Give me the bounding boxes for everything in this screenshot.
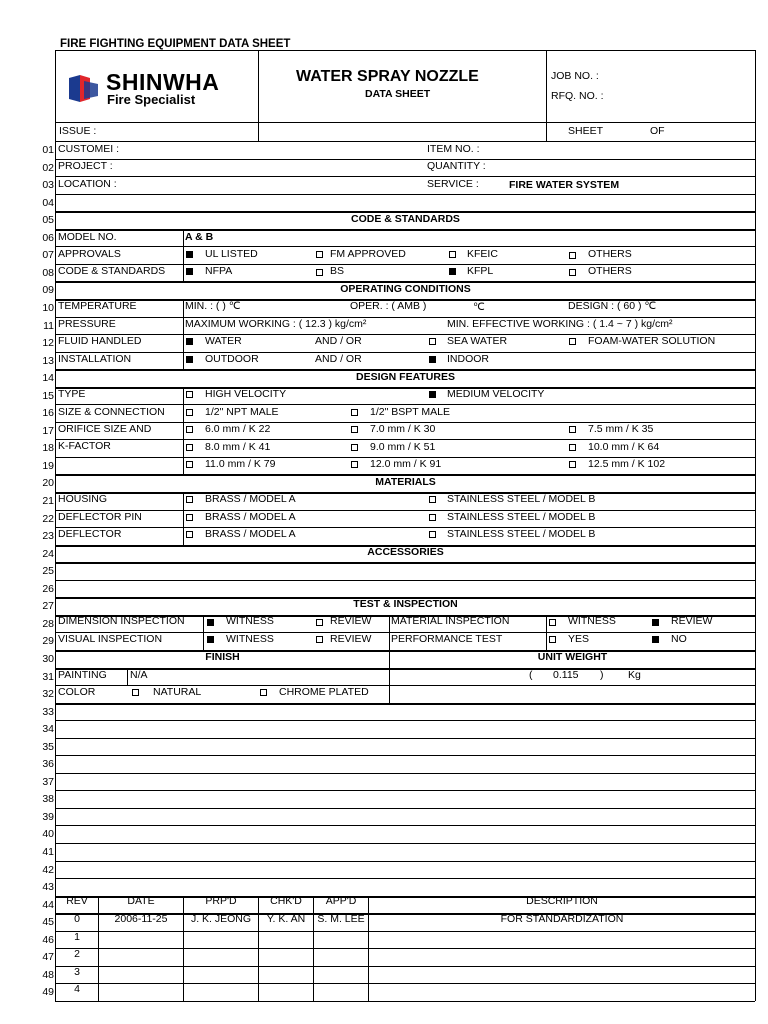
rule-line xyxy=(55,510,755,511)
weight-open: ( xyxy=(529,669,533,681)
section-unit-weight: UNIT WEIGHT xyxy=(537,651,608,663)
bs-checkbox[interactable] xyxy=(316,269,323,276)
rule-line xyxy=(55,527,755,528)
rule-line xyxy=(127,668,128,685)
pin-stainless-checkbox[interactable] xyxy=(429,514,436,521)
dimension-review-checkbox[interactable] xyxy=(316,619,323,626)
rev-cell: 1 xyxy=(74,931,80,943)
rule-line xyxy=(55,50,755,51)
section-design-features: DESIGN FEATURES xyxy=(356,371,455,383)
rule-line xyxy=(203,615,204,650)
rule-line xyxy=(55,808,755,809)
rule-line xyxy=(258,50,259,141)
housing-stainless-label: STAINLESS STEEL / MODEL B xyxy=(447,493,596,505)
row-number: 19 xyxy=(42,460,54,472)
weight-close: ) xyxy=(600,669,604,681)
rule-line xyxy=(55,141,755,142)
ul-listed-label: UL LISTED xyxy=(205,248,258,260)
ul-listed-checkbox[interactable] xyxy=(186,251,193,258)
natural-checkbox[interactable] xyxy=(132,689,139,696)
rule-line xyxy=(55,176,755,177)
rule-line xyxy=(55,439,755,440)
unit-weight-value: 0.115 xyxy=(553,669,579,681)
orifice-9-label: 9.0 mm / K 51 xyxy=(370,441,436,453)
rule-line xyxy=(55,387,755,389)
rule-line xyxy=(55,948,755,949)
orifice-6-label: 6.0 mm / K 22 xyxy=(205,423,271,435)
rule-line xyxy=(55,825,755,826)
material-witness-label: WITNESS xyxy=(568,615,616,627)
rule-line xyxy=(755,50,756,1001)
performance-yes-label: YES xyxy=(568,633,590,645)
row-number: 17 xyxy=(42,425,54,437)
row-number: 43 xyxy=(42,881,54,893)
rule-line xyxy=(55,1001,755,1002)
deflector-brass-checkbox[interactable] xyxy=(186,531,193,538)
housing-brass-label: BRASS / MODEL A xyxy=(205,493,296,505)
row-number: 15 xyxy=(42,390,54,402)
visual-inspection-label: VISUAL INSPECTION xyxy=(58,633,163,645)
chkd-cell: Y. K. AN xyxy=(266,913,306,925)
dimension-witness-label: WITNESS xyxy=(226,615,274,627)
row-number: 04 xyxy=(42,197,54,209)
orifice-11-label: 11.0 mm / K 79 xyxy=(205,458,276,470)
row-number: 22 xyxy=(42,513,54,525)
fluid-handled-label: FLUID HANDLED xyxy=(58,335,142,347)
row-number: 11 xyxy=(43,320,54,332)
logo-mark-icon xyxy=(66,72,102,106)
row-number: 45 xyxy=(42,916,54,928)
indoor-label: INDOOR xyxy=(447,353,489,365)
orifice-8-label: 8.0 mm / K 41 xyxy=(205,441,271,453)
project-label: PROJECT : xyxy=(58,160,113,172)
customer-label: CUSTOMEI : xyxy=(58,143,120,155)
chrome-plated-checkbox[interactable] xyxy=(260,689,267,696)
row-number: 09 xyxy=(42,284,54,296)
sheet-label: SHEET xyxy=(568,125,604,137)
prpd-cell: J. K. JEONG xyxy=(190,913,252,925)
rule-line xyxy=(55,194,755,195)
orifice-10-checkbox[interactable] xyxy=(569,444,576,451)
row-number: 01 xyxy=(42,144,54,156)
row-number: 38 xyxy=(42,793,54,805)
rule-line xyxy=(55,229,755,231)
rule-line xyxy=(55,50,56,1001)
logo-tagline: Fire Specialist xyxy=(107,92,196,107)
pressure-max-value: MAXIMUM WORKING : ( 12.3 ) kg/cm² xyxy=(185,318,367,330)
orifice-7-checkbox[interactable] xyxy=(351,426,358,433)
fm-approved-checkbox[interactable] xyxy=(316,251,323,258)
row-number: 06 xyxy=(42,232,54,244)
material-inspection-label: MATERIAL INSPECTION xyxy=(391,615,510,627)
job-no-label: JOB NO. : xyxy=(551,70,599,82)
approvals-others-checkbox[interactable] xyxy=(569,252,576,259)
rev-cell: 4 xyxy=(74,983,80,995)
kfeic-checkbox[interactable] xyxy=(449,251,456,258)
sea-water-checkbox[interactable] xyxy=(429,338,436,345)
orifice-12-checkbox[interactable] xyxy=(351,461,358,468)
npt-checkbox[interactable] xyxy=(186,409,193,416)
visual-review-checkbox[interactable] xyxy=(316,636,323,643)
row-number: 26 xyxy=(42,583,54,595)
outdoor-label: OUTDOOR xyxy=(205,353,259,365)
water-label: WATER xyxy=(205,335,242,347)
foam-water-checkbox[interactable] xyxy=(569,338,576,345)
row-number: 12 xyxy=(42,337,54,349)
install-andor: AND / OR xyxy=(315,353,362,365)
rule-line xyxy=(55,773,755,774)
date-cell: 2006-11-25 xyxy=(114,913,168,925)
sheet-title: WATER SPRAY NOZZLE xyxy=(296,68,479,85)
rule-line xyxy=(313,896,314,1001)
codes-others-checkbox[interactable] xyxy=(569,269,576,276)
service-value: FIRE WATER SYSTEM xyxy=(509,179,620,191)
prpd-header: PRP'D xyxy=(205,895,237,907)
rule-line xyxy=(55,983,755,984)
rule-line xyxy=(55,878,755,879)
indoor-checkbox[interactable] xyxy=(429,356,436,363)
rule-line xyxy=(55,966,755,967)
fm-approved-label: FM APPROVED xyxy=(330,248,406,260)
rule-line xyxy=(389,615,390,650)
row-number: 05 xyxy=(42,214,54,226)
nfpa-label: NFPA xyxy=(205,265,233,277)
medium-velocity-checkbox[interactable] xyxy=(429,391,436,398)
row-number: 23 xyxy=(42,530,54,542)
sheet-subtitle: DATA SHEET xyxy=(365,88,431,100)
rule-line xyxy=(55,404,755,405)
date-header: DATE xyxy=(127,895,155,907)
rev-header: REV xyxy=(66,895,88,907)
section-code-standards: CODE & STANDARDS xyxy=(351,213,460,225)
row-number: 29 xyxy=(42,635,54,647)
orifice-6-checkbox[interactable] xyxy=(186,426,193,433)
material-review-checkbox[interactable] xyxy=(652,619,659,626)
pin-brass-checkbox[interactable] xyxy=(186,514,193,521)
row-number: 42 xyxy=(42,864,54,876)
row-number: 49 xyxy=(42,986,54,998)
row-number: 48 xyxy=(42,969,54,981)
rule-line xyxy=(546,615,547,650)
medium-velocity-label: MEDIUM VELOCITY xyxy=(447,388,545,400)
description-header: DESCRIPTION xyxy=(526,895,598,907)
housing-label: HOUSING xyxy=(58,493,108,505)
visual-witness-checkbox[interactable] xyxy=(207,636,214,643)
orifice-12-label: 12.0 mm / K 91 xyxy=(370,458,442,470)
row-number: 03 xyxy=(42,179,54,191)
deflector-stainless-checkbox[interactable] xyxy=(429,531,436,538)
rule-line xyxy=(183,896,184,1001)
row-number: 35 xyxy=(42,741,54,753)
kfeic-label: KFEIC xyxy=(467,248,498,260)
dimension-review-label: REVIEW xyxy=(330,615,372,627)
service-label: SERVICE : xyxy=(427,178,479,190)
row-number: 08 xyxy=(42,267,54,279)
orifice-9-checkbox[interactable] xyxy=(351,444,358,451)
rule-line xyxy=(183,387,184,474)
rule-line xyxy=(55,755,755,756)
unit-weight-unit: Kg xyxy=(628,669,641,681)
performance-no-checkbox[interactable] xyxy=(652,636,659,643)
rule-line xyxy=(55,703,755,705)
orifice-label: ORIFICE SIZE AND xyxy=(58,423,152,435)
row-number: 31 xyxy=(42,671,54,683)
temperature-label: TEMPERATURE xyxy=(58,300,137,312)
location-label: LOCATION : xyxy=(58,178,117,190)
logo-name: SHINWHA xyxy=(106,69,220,95)
rule-line xyxy=(55,861,755,862)
size-connection-label: SIZE & CONNECTION xyxy=(58,406,165,418)
orifice-12-5-checkbox[interactable] xyxy=(569,461,576,468)
dimension-inspection-label: DIMENSION INSPECTION xyxy=(58,615,185,627)
code-standards-label: CODE & STANDARDS xyxy=(58,265,166,277)
rule-line xyxy=(55,720,755,721)
rule-line xyxy=(546,50,547,141)
pressure-min-value: MIN. EFFECTIVE WORKING : ( 1.4 ~ 7 ) kg/cm² xyxy=(447,318,673,330)
bspt-checkbox[interactable] xyxy=(351,409,358,416)
orifice-11-checkbox[interactable] xyxy=(186,461,193,468)
water-checkbox[interactable] xyxy=(186,338,193,345)
rule-line xyxy=(55,562,755,564)
item-no-label: ITEM NO. : xyxy=(427,143,480,155)
orifice-7-5-checkbox[interactable] xyxy=(569,426,576,433)
temp-design-value: DESIGN : ( 60 ) ℃ xyxy=(568,300,657,312)
fluid-andor: AND / OR xyxy=(315,335,362,347)
deflector-brass-label: BRASS / MODEL A xyxy=(205,528,296,540)
row-number: 25 xyxy=(42,565,54,577)
chrome-plated-label: CHROME PLATED xyxy=(279,686,369,698)
rule-line xyxy=(55,668,755,670)
quantity-label: QUANTITY : xyxy=(427,160,486,172)
npt-label: 1/2" NPT MALE xyxy=(205,406,279,418)
natural-label: NATURAL xyxy=(153,686,202,698)
row-number: 34 xyxy=(42,723,54,735)
color-label: COLOR xyxy=(58,686,96,698)
rev-cell: 3 xyxy=(74,966,80,978)
appd-cell: S. M. LEE xyxy=(317,913,365,925)
rev-cell: 2 xyxy=(74,948,80,960)
orifice-10-label: 10.0 mm / K 64 xyxy=(588,441,660,453)
row-number: 41 xyxy=(42,846,54,858)
rule-line xyxy=(183,492,184,545)
row-number: 27 xyxy=(42,600,54,612)
shinwha-logo xyxy=(66,70,236,110)
rule-line xyxy=(183,229,184,281)
type-label: TYPE xyxy=(58,388,86,400)
section-materials: MATERIALS xyxy=(375,476,436,488)
rule-line xyxy=(55,790,755,791)
deflector-pin-label: DEFLECTOR PIN xyxy=(58,511,142,523)
housing-brass-checkbox[interactable] xyxy=(186,496,193,503)
high-velocity-checkbox[interactable] xyxy=(186,391,193,398)
bspt-label: 1/2" BSPT MALE xyxy=(370,406,450,418)
rule-line xyxy=(55,931,755,932)
foam-water-label: FOAM-WATER SOLUTION xyxy=(588,335,716,347)
appd-header: APP'D xyxy=(325,895,357,907)
rule-line xyxy=(183,299,184,369)
nfpa-checkbox[interactable] xyxy=(186,268,193,275)
section-finish: FINISH xyxy=(205,651,240,663)
bs-label: BS xyxy=(330,265,345,277)
row-number: 44 xyxy=(42,899,54,911)
temp-min-value: MIN. : ( ) ℃ xyxy=(185,300,241,312)
performance-test-label: PERFORMANCE TEST xyxy=(391,633,503,645)
performance-no-label: NO xyxy=(671,633,687,645)
sea-water-label: SEA WATER xyxy=(447,335,508,347)
painting-value: N/A xyxy=(130,669,148,681)
row-number: 07 xyxy=(42,249,54,261)
rule-line xyxy=(55,352,755,353)
row-number: 47 xyxy=(42,951,54,963)
temp-oper-value: OPER. : ( AMB ) xyxy=(350,300,427,312)
chkd-header: CHK'D xyxy=(270,895,302,907)
rule-line xyxy=(55,246,755,247)
approvals-others-label: OTHERS xyxy=(588,248,632,260)
row-number: 10 xyxy=(42,302,54,314)
section-accessories: ACCESSORIES xyxy=(367,546,444,558)
row-number: 16 xyxy=(42,407,54,419)
material-witness-checkbox[interactable] xyxy=(549,619,556,626)
rule-line xyxy=(98,896,99,1001)
orifice-8-checkbox[interactable] xyxy=(186,444,193,451)
row-number: 37 xyxy=(42,776,54,788)
high-velocity-label: HIGH VELOCITY xyxy=(205,388,287,400)
row-number: 24 xyxy=(42,548,54,560)
rule-line xyxy=(55,492,755,494)
row-number: 32 xyxy=(42,688,54,700)
rule-line xyxy=(55,580,755,581)
of-label: OF xyxy=(650,125,665,137)
rev-cell: 0 xyxy=(74,913,80,925)
issue-label: ISSUE : xyxy=(59,125,97,137)
outdoor-checkbox[interactable] xyxy=(186,356,193,363)
dimension-witness-checkbox[interactable] xyxy=(207,619,214,626)
kfpl-label: KFPL xyxy=(467,265,494,277)
document-title: FIRE FIGHTING EQUIPMENT DATA SHEET xyxy=(60,38,291,50)
rule-line xyxy=(55,843,755,844)
installation-label: INSTALLATION xyxy=(58,353,132,365)
rule-line xyxy=(55,159,755,160)
row-number: 20 xyxy=(42,477,54,489)
pin-brass-label: BRASS / MODEL A xyxy=(205,511,296,523)
painting-label: PAINTING xyxy=(58,669,107,681)
rule-line xyxy=(55,738,755,739)
deflector-label: DEFLECTOR xyxy=(58,528,122,540)
pressure-label: PRESSURE xyxy=(58,318,116,330)
row-number: 30 xyxy=(42,653,54,665)
orifice-7-5-label: 7.5 mm / K 35 xyxy=(588,423,654,435)
section-test-inspection: TEST & INSPECTION xyxy=(353,598,458,610)
row-number: 14 xyxy=(42,372,54,384)
row-number: 33 xyxy=(42,706,54,718)
kfpl-checkbox[interactable] xyxy=(449,268,456,275)
material-review-label: REVIEW xyxy=(671,615,713,627)
row-number: 36 xyxy=(42,758,54,770)
visual-review-label: REVIEW xyxy=(330,633,372,645)
orifice-7-label: 7.0 mm / K 30 xyxy=(370,423,436,435)
row-number: 02 xyxy=(42,162,54,174)
description-cell: FOR STANDARDIZATION xyxy=(500,913,624,925)
rfq-no-label: RFQ. NO. : xyxy=(551,90,604,102)
codes-others-label: OTHERS xyxy=(588,265,632,277)
row-number: 18 xyxy=(42,442,54,454)
rule-line xyxy=(368,896,369,1001)
approvals-label: APPROVALS xyxy=(58,248,121,260)
orifice-12-5-label: 12.5 mm / K 102 xyxy=(588,458,666,470)
model-no-value: A & B xyxy=(185,231,214,243)
row-number: 13 xyxy=(42,355,54,367)
deflector-stainless-label: STAINLESS STEEL / MODEL B xyxy=(447,528,596,540)
rule-line xyxy=(55,122,755,123)
row-number: 39 xyxy=(42,811,54,823)
temp-oper-unit: ℃ xyxy=(473,301,485,313)
visual-witness-label: WITNESS xyxy=(226,633,274,645)
row-number: 28 xyxy=(42,618,54,630)
housing-stainless-checkbox[interactable] xyxy=(429,496,436,503)
kfactor-label: K-FACTOR xyxy=(58,440,111,452)
row-number: 21 xyxy=(42,495,54,507)
model-no-label: MODEL NO. xyxy=(58,231,117,243)
pin-stainless-label: STAINLESS STEEL / MODEL B xyxy=(447,511,596,523)
rule-line xyxy=(258,896,259,1001)
performance-yes-checkbox[interactable] xyxy=(549,636,556,643)
row-number: 40 xyxy=(42,828,54,840)
row-number: 46 xyxy=(42,934,54,946)
section-operating-conditions: OPERATING CONDITIONS xyxy=(340,283,471,295)
